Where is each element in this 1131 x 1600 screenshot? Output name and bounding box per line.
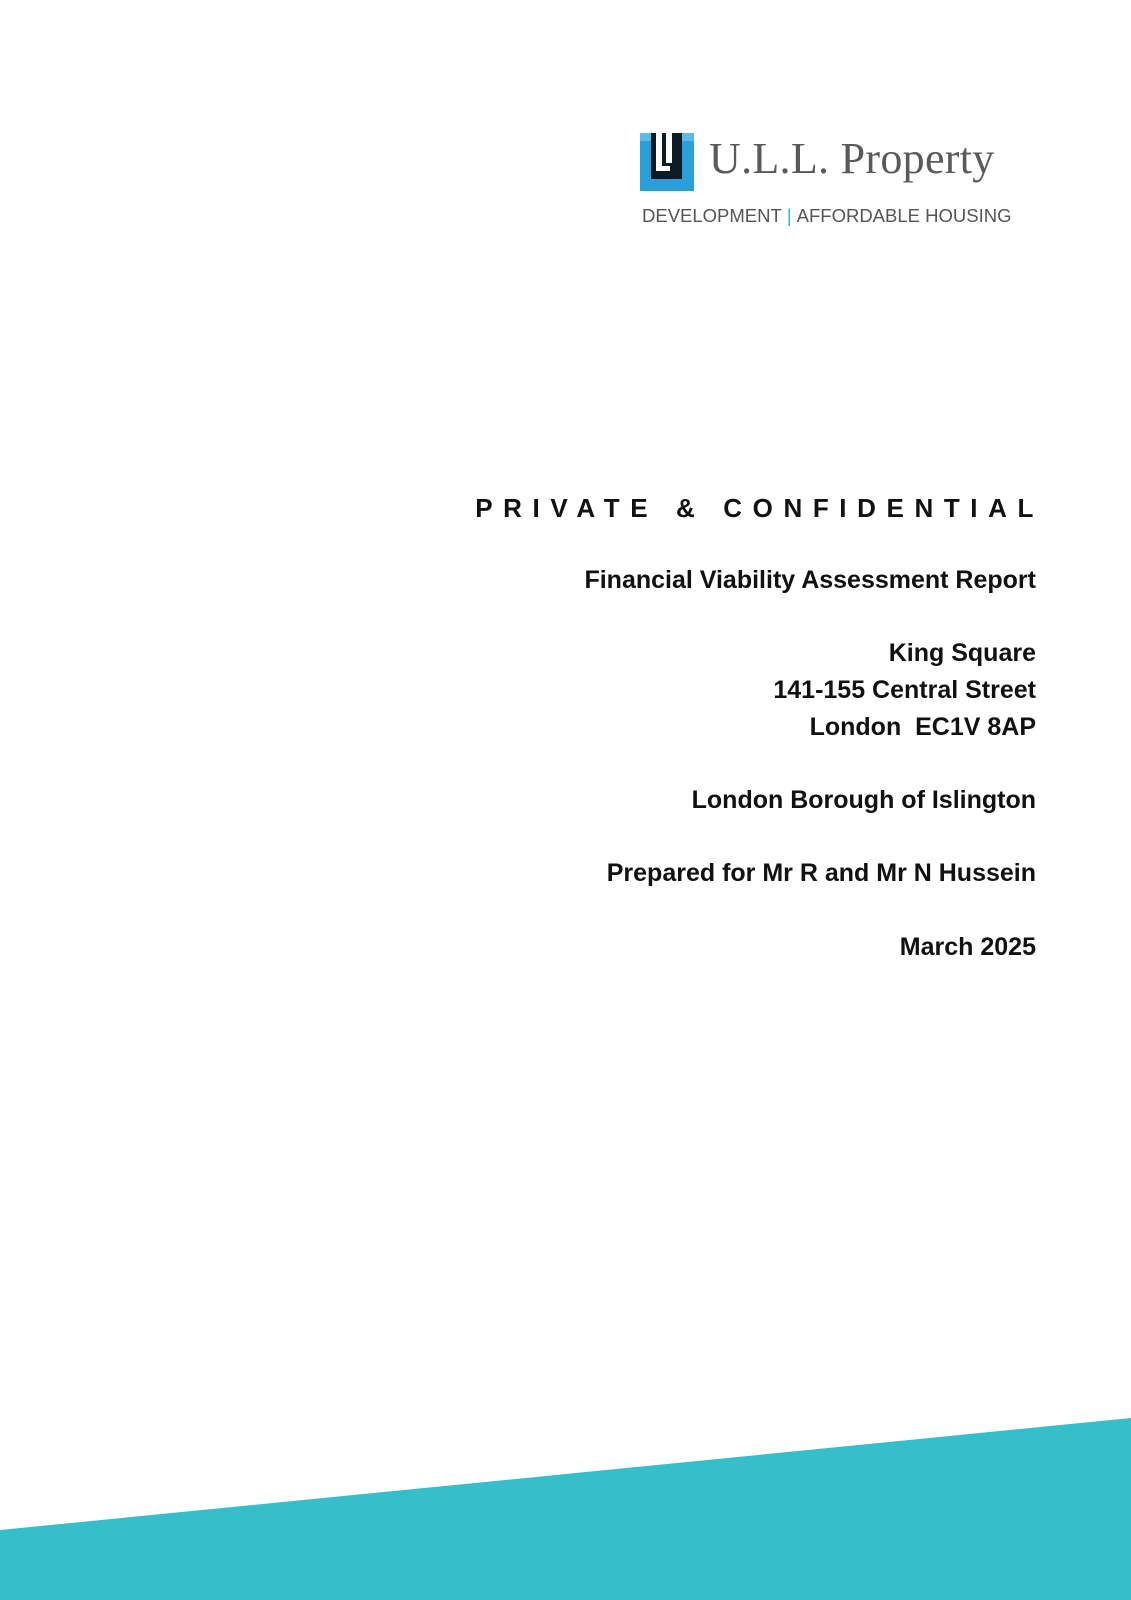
footer-teal-band	[0, 1410, 1131, 1600]
logo-company-name: U.L.L. Property	[709, 134, 995, 183]
prepared-for: Prepared for Mr R and Mr N Hussein	[606, 859, 1036, 887]
address-line-1: King Square	[888, 639, 1036, 667]
site-address	[475, 635, 1036, 746]
teal-band-shape	[0, 1418, 1131, 1600]
company-logo	[640, 131, 1040, 231]
tagline-affordable-housing: AFFORDABLE HOUSING	[796, 205, 1012, 226]
tagline-separator: |	[786, 205, 792, 226]
report-date: March 2025	[899, 933, 1036, 961]
logo-mark-icon	[640, 133, 694, 191]
address-line-2: 141-155 Central Street	[773, 676, 1036, 704]
logo-tagline	[642, 205, 1011, 227]
confidential-heading: PRIVATE & CONFIDENTIAL	[475, 493, 1044, 523]
address-line-3: London EC1V 8AP	[809, 713, 1036, 741]
report-title: Financial Viability Assessment Report	[584, 566, 1036, 594]
title-block	[475, 490, 1044, 966]
tagline-development: DEVELOPMENT	[642, 205, 782, 226]
borough: London Borough of Islington	[691, 786, 1036, 814]
